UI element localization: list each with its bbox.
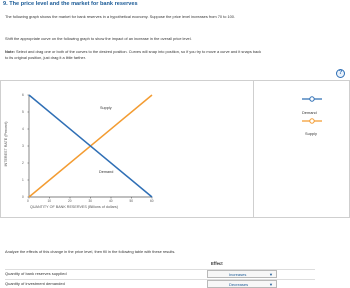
y-axis-label: INTEREST RATE (Percent): [4, 121, 8, 167]
question-intro: The following graph shows the market for bank reserves in a hypothetical economy. Suppose the price level increases from 70 to 100.: [5, 14, 236, 19]
help-button[interactable]: ?: [336, 69, 345, 78]
x-tick-label: 50: [129, 199, 134, 203]
x-tick-label: 40: [109, 199, 113, 203]
legend-supply-tool-handle: [310, 119, 314, 123]
analysis-prompt: Analyze the effects of this change in the price level, then fill in the following table with these results.: [5, 249, 176, 254]
y-tick-label: 0: [22, 195, 24, 199]
investment-demanded-value: Decreases: [229, 282, 249, 287]
x-tick-label: 60: [150, 199, 154, 203]
investment-demanded-dropdown[interactable]: [207, 280, 277, 288]
row-reserves-supplied-label: Quantity of bank reserves supplied: [5, 271, 67, 276]
note-line-1: Select and drag one or both of the curves to the desired position. Curves will snap into position, so if you try to move a curve and it snaps back: [14, 49, 262, 54]
x-tick-label: 20: [68, 199, 72, 203]
legend-demand-label: Demand: [302, 110, 317, 115]
question-instruction: Shift the appropriate curve on the following graph to show the impact of an increase in the overall price level.: [5, 36, 192, 41]
legend-demand-tool-handle: [310, 97, 314, 101]
note-label: Note:: [5, 49, 15, 54]
x-tick-label: 0: [27, 199, 29, 203]
legend-supply-label: Supply: [305, 131, 317, 136]
x-tick-label: 10: [47, 199, 52, 203]
reserves-supplied-dropdown[interactable]: [207, 270, 277, 278]
y-tick-label: 2: [22, 161, 24, 165]
row-investment-demanded-label: Quantity of investment demanded: [5, 281, 65, 286]
reserves-supplied-value: Increases: [229, 272, 247, 277]
legend-supply-tool[interactable]: [302, 119, 322, 123]
supply-curve-label: Supply: [100, 106, 112, 110]
note-line-2: to its original position, just drag it a little farther.: [5, 55, 86, 60]
y-tick-label: 5: [22, 110, 24, 114]
y-tick-label: 4: [22, 127, 24, 131]
x-axis-label: QUANTITY OF BANK RESERVES (Billions of dollars): [30, 205, 118, 209]
y-tick-label: 6: [22, 93, 24, 97]
demand-curve-label: Demand: [99, 170, 114, 174]
chevron-down-icon: ▼: [269, 272, 273, 277]
effect-column-header: Effect: [211, 261, 223, 266]
x-tick-label: 30: [88, 199, 93, 203]
y-tick-label: 1: [22, 178, 24, 182]
y-tick-label: 3: [22, 144, 24, 148]
legend-demand-tool[interactable]: [302, 97, 322, 101]
chevron-down-icon: ▼: [269, 282, 273, 287]
question-heading: 9. The price level and the market for bank reserves: [3, 1, 138, 7]
market-curves: [29, 95, 152, 197]
